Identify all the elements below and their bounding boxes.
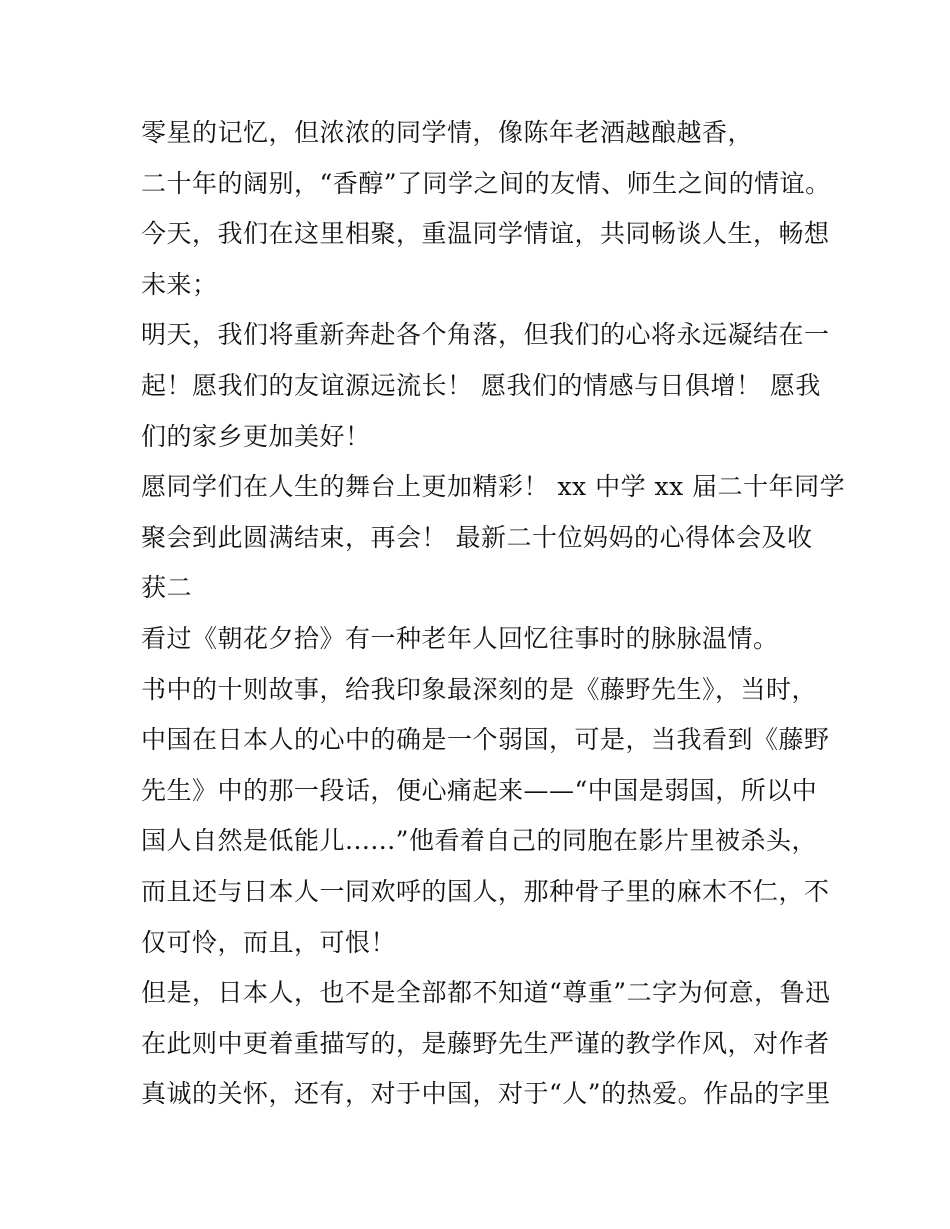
text-line: 先生》中的那一段话，便心痛起来——“中国是弱国，所以中 [141,775,818,805]
text-line: 未来； [141,269,218,299]
text-line: 们的家乡更加美好！ [141,421,371,451]
text-line: 看过《朝花夕拾》有一种老年人回忆往事时的脉脉温情。 [141,623,779,653]
text-line: 在此则中更着重描写的，是藤野先生严谨的教学作风，对作者 [141,1028,830,1058]
text-line: 聚会到此圆满结束，再会！ 最新二十位妈妈的心得体会及收 [141,522,813,552]
text-line: 仅可怜，而且，可恨！ [141,927,397,957]
text-line: 二十年的阔别，“香醇”了同学之间的友情、师生之间的情谊。 [141,168,831,198]
text-line: 今天，我们在这里相聚，重温同学情谊，共同畅谈人生，畅想 [141,219,830,249]
text-line: 国人自然是低能儿......”他看着自己的同胞在影片里被杀头， [141,826,817,856]
text-line: 真诚的关怀，还有，对于中国，对于“人”的热爱。作品的字里 [141,1079,831,1109]
text-line: 零星的记忆，但浓浓的同学情，像陈年老酒越酿越香， [141,118,754,147]
text-line: 明天，我们将重新奔赴各个角落，但我们的心将永远凝结在一 [141,320,830,350]
text-line: 但是，日本人，也不是全部都不知道“尊重”二字为何意，鲁迅 [141,978,831,1008]
text-line: 书中的十则故事，给我印象最深刻的是《藤野先生》，当时， [141,674,818,704]
text-line: 获二 [141,573,193,603]
text-line: 中国在日本人的心中的确是一个弱国，可是，当我看到《藤野 [141,725,830,755]
document-body [141,108,846,1120]
text-line: 而且还与日本人一同欢呼的国人，那种骨子里的麻木不仁，不 [141,876,830,906]
text-line: 起！愿我们的友谊源远流长！ 愿我们的情感与日俱增！ 愿我 [141,370,821,400]
text-line: 愿同学们在人生的舞台上更加精彩！ xx 中学 xx 届二十年同学 [141,472,846,502]
